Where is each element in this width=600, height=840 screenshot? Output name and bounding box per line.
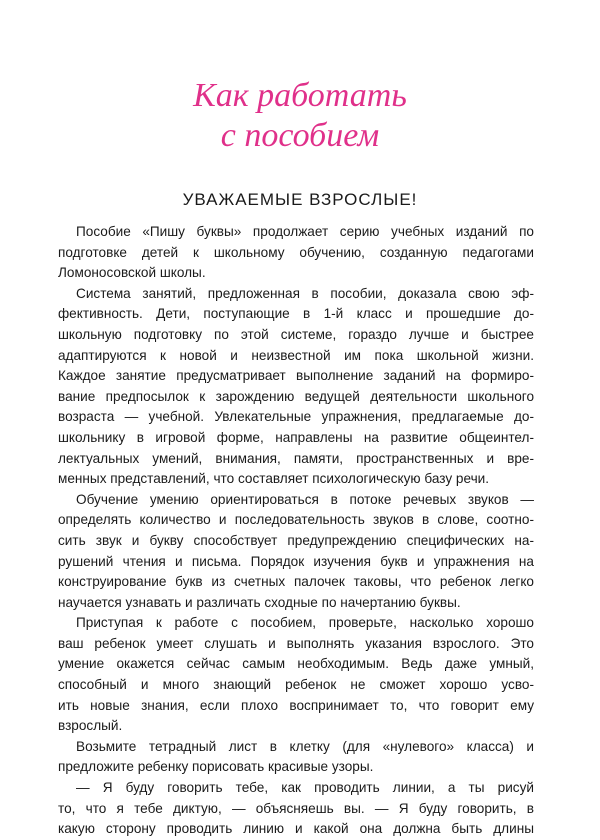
text-line: предложите ребенку порисовать красивые узоры.	[58, 759, 374, 775]
text-line: школьнику в игровой форме, направлены на развитие общеинтел-	[58, 429, 534, 445]
text-line: вание предпосылок к зарождению ведущей деятельности школьного	[58, 388, 534, 404]
text-line: подготовке детей к школьному обучению, созданную педагогами	[58, 244, 534, 260]
text-line: лектуальных умений, внимания, памяти, пространственных и вре-	[58, 450, 534, 466]
text-line: возраста — учебной. Увлекательные упражнения, предлагаемые до-	[58, 409, 534, 425]
text-line: то, что я тебе диктую, — объясняешь вы. — Я буду говорить, в	[58, 800, 534, 816]
text-line: какую сторону проводить линию и какой она должна быть длины	[58, 821, 534, 837]
text-line: рушений чтения и письма. Порядок изучения букв и упражнения на	[58, 553, 534, 569]
text-line: — Я буду говорить тебе, как проводить линии, а ты рисуй	[76, 780, 534, 796]
text-line: способный и много знающий ребенок не сможет хорошо усво-	[58, 677, 534, 693]
text-line: Приступая к работе с пособием, проверьте, насколько хорошо	[76, 615, 534, 631]
text-line: определять количество и последовательность звуков в слове, соотно-	[58, 512, 534, 528]
text-line: сить звук и букву способствует предупреждению специфических на-	[58, 532, 534, 548]
text-line: школьную подготовку по этой системе, гораздо лучше и быстрее	[58, 326, 534, 342]
text-line: Система занятий, предложенная в пособии, доказала свою эф-	[76, 285, 534, 301]
page-title-line-1: Как работать	[193, 77, 407, 114]
text-line: умение окажется сейчас самым необходимым. Ведь даже умный,	[58, 656, 534, 672]
text-line: взрослый.	[58, 718, 123, 734]
text-line: конструирование букв из счетных палочек таковы, что ребенок легко	[58, 574, 534, 590]
text-line: ить новые знания, если плохо воспринимает то, что говорит ему	[58, 697, 534, 713]
page-title-line-2: с пособием	[220, 117, 380, 154]
section-heading: УВАЖАЕМЫЕ ВЗРОСЛЫЕ!	[182, 190, 418, 209]
text-line: Обучение умению ориентироваться в потоке речевых звуков —	[76, 491, 534, 507]
text-line: фективность. Дети, поступающие в 1-й класс и прошедшие до-	[58, 306, 534, 322]
text-line: Возьмите тетрадный лист в клетку (для «нулевого» класса) и	[76, 738, 534, 754]
text-line: адаптируются к новой и неизвестной им пока школьной жизни.	[58, 347, 534, 363]
text-line: Ломоносовской школы.	[58, 265, 206, 281]
text-line: ваш ребенок умеет слушать и выполнять указания взрослого. Это	[58, 635, 534, 651]
text-line: менных представлений, что составляет психологическую базу речи.	[58, 471, 490, 487]
text-line: Пособие «Пишу буквы» продолжает серию учебных изданий по	[76, 224, 534, 239]
page-title	[0, 76, 600, 156]
body-text	[58, 222, 534, 840]
text-line: научается узнавать и различать сходные по начертанию буквы.	[58, 594, 461, 610]
text-line: Каждое занятие предусматривает выполнение заданий на формиро-	[58, 368, 534, 384]
